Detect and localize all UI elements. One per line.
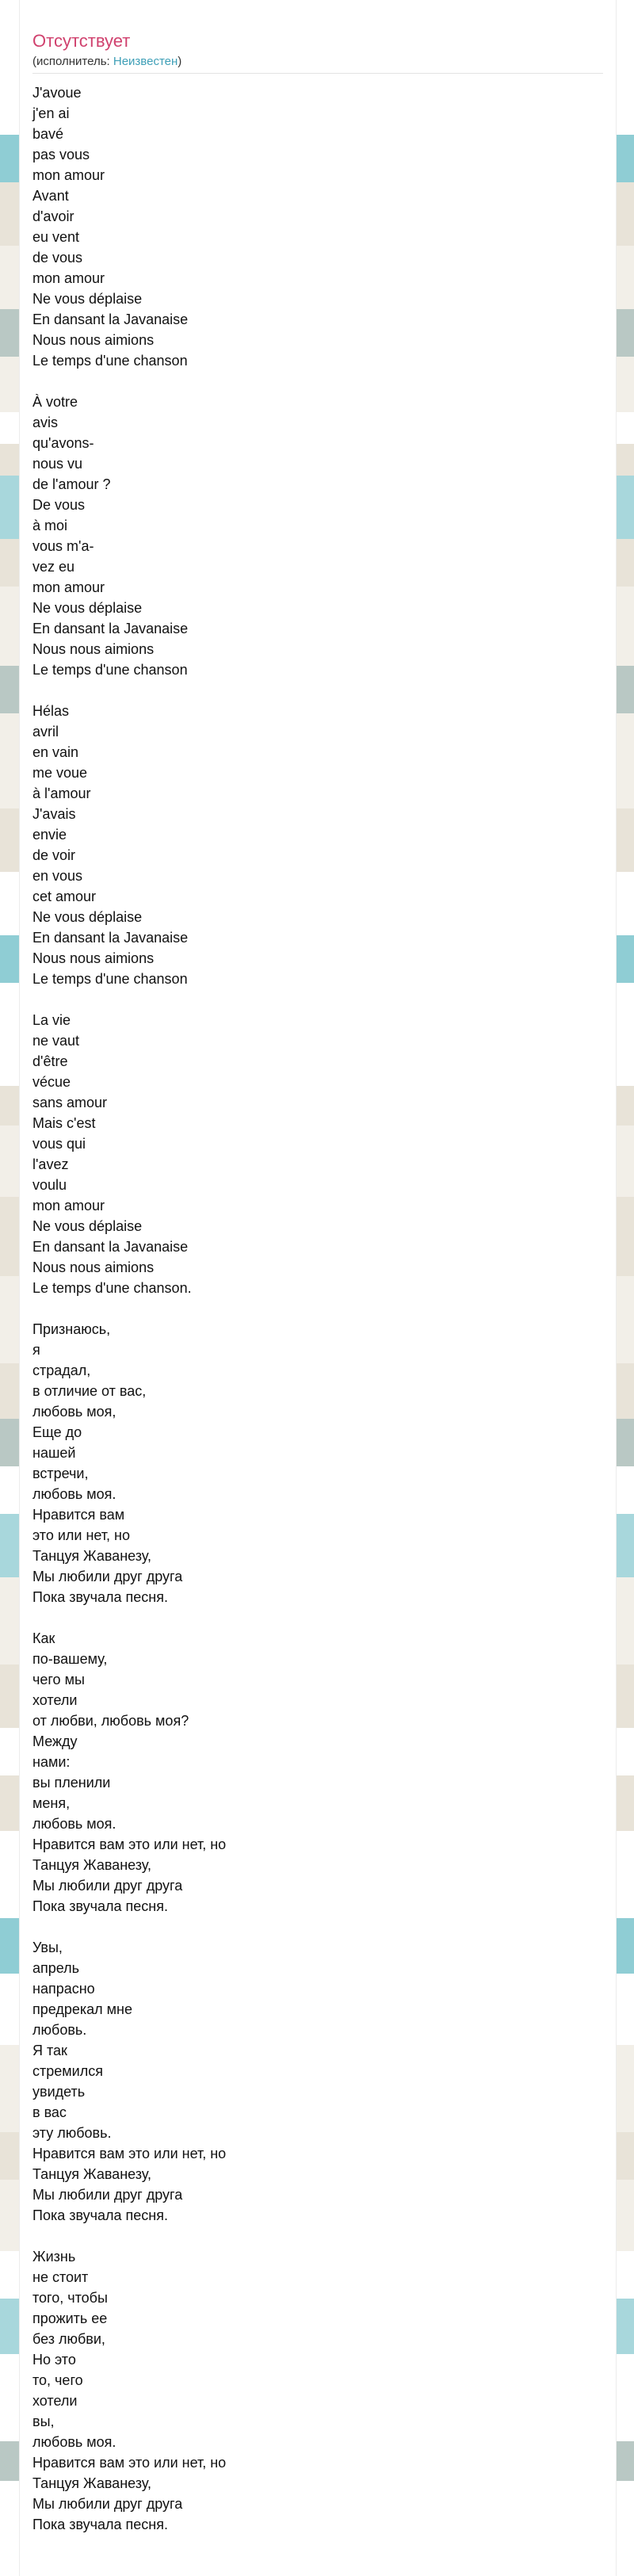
lyric-line: без любви, bbox=[32, 2331, 105, 2347]
lyric-line: Мы любили друг друга bbox=[32, 2496, 183, 2512]
lyric-line: Nous nous aimions bbox=[32, 950, 155, 966]
lyric-line: me voue bbox=[32, 765, 88, 781]
lyric-line: mon amour bbox=[32, 1198, 105, 1213]
lyric-line: Пока звучала песня. bbox=[32, 2207, 168, 2223]
lyric-line: mon amour bbox=[32, 270, 105, 286]
lyric-line: любовь моя. bbox=[32, 1816, 116, 1832]
lyric-line: Мы любили друг друга bbox=[32, 1878, 183, 1894]
lyric-line: Мы любили друг друга bbox=[32, 1569, 183, 1584]
lyric-line: d'avoir bbox=[32, 208, 74, 224]
lyric-line: Танцуя Жаванезу, bbox=[32, 1857, 152, 1873]
lyric-line: стремился bbox=[32, 2063, 103, 2079]
lyric-line: Hélas bbox=[32, 703, 70, 719]
lyric-line: J'avoue bbox=[32, 85, 82, 101]
lyric-line: Танцуя Жаванезу, bbox=[32, 1548, 152, 1564]
lyric-line: Nous nous aimions bbox=[32, 1259, 155, 1275]
lyric-line: En dansant la Javanaise bbox=[32, 1239, 189, 1255]
lyric-line: Еще до bbox=[32, 1424, 82, 1440]
lyric-line: Пока звучала песня. bbox=[32, 1898, 168, 1914]
lyric-line: это или нет, но bbox=[32, 1527, 131, 1543]
lyric-line: avis bbox=[32, 415, 59, 430]
stanza-break bbox=[32, 371, 603, 392]
lyric-line: j'en ai bbox=[32, 105, 70, 121]
lyric-line: ne vaut bbox=[32, 1033, 80, 1049]
lyric-line: любовь моя. bbox=[32, 2434, 116, 2450]
header-divider bbox=[32, 73, 603, 74]
lyric-line: avril bbox=[32, 724, 59, 740]
lyric-line: того, чтобы bbox=[32, 2290, 108, 2306]
lyric-line: à moi bbox=[32, 518, 68, 533]
lyric-line: нашей bbox=[32, 1445, 76, 1461]
song-artist-line bbox=[32, 55, 181, 69]
lyric-line: прожить ее bbox=[32, 2310, 108, 2326]
lyric-line: Ne vous déplaise bbox=[32, 291, 143, 307]
lyric-line: à l'amour bbox=[32, 785, 91, 801]
lyrics-text bbox=[32, 82, 603, 2535]
lyric-line: то, чего bbox=[32, 2372, 83, 2388]
lyric-line: Как bbox=[32, 1630, 55, 1646]
lyric-line: не стоит bbox=[32, 2269, 89, 2285]
lyric-line: нами: bbox=[32, 1754, 71, 1770]
lyric-line: Нравится вам это или нет, но bbox=[32, 1836, 227, 1852]
lyric-line: Нравится вам это или нет, но bbox=[32, 2455, 227, 2471]
lyric-line: встречи, bbox=[32, 1466, 89, 1481]
stanza-break bbox=[32, 2226, 603, 2246]
lyric-line: Я так bbox=[32, 2043, 67, 2058]
lyric-line: увидеть bbox=[32, 2084, 86, 2100]
lyric-line: en vain bbox=[32, 744, 79, 760]
stanza-break bbox=[32, 1917, 603, 1937]
lyric-line: de vous bbox=[32, 250, 83, 266]
lyric-line: вы пленили bbox=[32, 1775, 111, 1791]
lyric-line: в отличие от вас, bbox=[32, 1383, 147, 1399]
song-title: Отсутствует bbox=[32, 31, 131, 51]
lyric-line: voulu bbox=[32, 1177, 67, 1193]
lyric-line: апрель bbox=[32, 1960, 80, 1976]
lyric-line: предрекал мне bbox=[32, 2001, 133, 2017]
lyric-line: Пока звучала песня. bbox=[32, 2517, 168, 2532]
lyric-line: Нравится вам это или нет, но bbox=[32, 2146, 227, 2161]
lyric-line: vous qui bbox=[32, 1136, 86, 1152]
lyric-line: в вас bbox=[32, 2104, 67, 2120]
stanza-break bbox=[32, 1298, 603, 1319]
lyric-line: qu'avons- bbox=[32, 435, 94, 451]
artist-suffix: ) bbox=[178, 55, 182, 68]
lyric-line: En dansant la Javanaise bbox=[32, 311, 189, 327]
lyric-line: Ne vous déplaise bbox=[32, 1218, 143, 1234]
lyric-line: я bbox=[32, 1342, 40, 1358]
lyric-line: vez eu bbox=[32, 559, 75, 575]
lyric-line: sans amour bbox=[32, 1095, 108, 1110]
lyric-line: Nous nous aimions bbox=[32, 641, 155, 657]
lyric-line: хотели bbox=[32, 2393, 78, 2409]
lyric-line: хотели bbox=[32, 1692, 78, 1708]
lyric-line: bavé bbox=[32, 126, 64, 142]
artist-link[interactable]: Неизвестен bbox=[113, 55, 178, 68]
lyric-line: d'être bbox=[32, 1053, 68, 1069]
lyric-line: Avant bbox=[32, 188, 69, 204]
lyric-line: Но это bbox=[32, 2352, 76, 2368]
lyric-line: Mais c'est bbox=[32, 1115, 96, 1131]
lyric-line: La vie bbox=[32, 1012, 71, 1028]
lyric-line: Нравится вам bbox=[32, 1507, 125, 1523]
lyric-line: Увы, bbox=[32, 1940, 63, 1955]
lyric-line: cet amour bbox=[32, 889, 97, 904]
lyric-line: любовь. bbox=[32, 2022, 87, 2038]
lyric-line: de l'amour ? bbox=[32, 476, 111, 492]
lyric-line: вы, bbox=[32, 2414, 55, 2429]
lyric-line: Ne vous déplaise bbox=[32, 600, 143, 616]
lyric-line: eu vent bbox=[32, 229, 80, 245]
lyric-line: от любви, любовь моя? bbox=[32, 1713, 189, 1729]
lyric-line: vous m'a- bbox=[32, 538, 94, 554]
lyric-line: Пока звучала песня. bbox=[32, 1589, 168, 1605]
lyric-line: эту любовь. bbox=[32, 2125, 112, 2141]
lyric-line: de voir bbox=[32, 847, 76, 863]
lyric-line: любовь моя. bbox=[32, 1486, 116, 1502]
artist-prefix: (исполнитель: bbox=[32, 55, 113, 68]
lyric-line: J'avais bbox=[32, 806, 76, 822]
lyric-line: En dansant la Javanaise bbox=[32, 621, 189, 636]
lyric-line: En dansant la Javanaise bbox=[32, 930, 189, 946]
lyric-line: À votre bbox=[32, 394, 78, 410]
lyric-line: Le temps d'une chanson. bbox=[32, 1280, 192, 1296]
lyric-line: en vous bbox=[32, 868, 83, 884]
lyric-line: Ne vous déplaise bbox=[32, 909, 143, 925]
lyric-line: по-вашему, bbox=[32, 1651, 108, 1667]
lyric-line: Мы любили друг друга bbox=[32, 2187, 183, 2203]
lyric-line: envie bbox=[32, 827, 67, 843]
lyric-line: Танцуя Жаванезу, bbox=[32, 2475, 152, 2491]
lyric-line: Жизнь bbox=[32, 2249, 76, 2265]
lyric-line: Признаюсь, bbox=[32, 1321, 111, 1337]
lyric-line: Между bbox=[32, 1733, 78, 1749]
lyric-line: напрасно bbox=[32, 1981, 95, 1997]
lyric-line: страдал, bbox=[32, 1363, 91, 1378]
lyric-line: меня, bbox=[32, 1795, 71, 1811]
lyric-line: nous vu bbox=[32, 456, 83, 472]
lyric-line: vécue bbox=[32, 1074, 71, 1090]
lyric-line: чего мы bbox=[32, 1672, 85, 1687]
lyric-line: Танцуя Жаванезу, bbox=[32, 2166, 152, 2182]
lyric-line: l'avez bbox=[32, 1156, 69, 1172]
lyric-line: pas vous bbox=[32, 147, 90, 162]
lyrics-card bbox=[19, 0, 617, 2576]
lyric-line: Le temps d'une chanson bbox=[32, 353, 188, 369]
stanza-break bbox=[32, 989, 603, 1010]
lyric-line: любовь моя, bbox=[32, 1404, 116, 1420]
lyric-line: Le temps d'une chanson bbox=[32, 662, 188, 678]
stanza-break bbox=[32, 1607, 603, 1628]
lyric-line: Le temps d'une chanson bbox=[32, 971, 188, 987]
lyric-line: De vous bbox=[32, 497, 86, 513]
lyric-line: mon amour bbox=[32, 167, 105, 183]
lyric-line: Nous nous aimions bbox=[32, 332, 155, 348]
stanza-break bbox=[32, 680, 603, 701]
lyric-line: mon amour bbox=[32, 579, 105, 595]
